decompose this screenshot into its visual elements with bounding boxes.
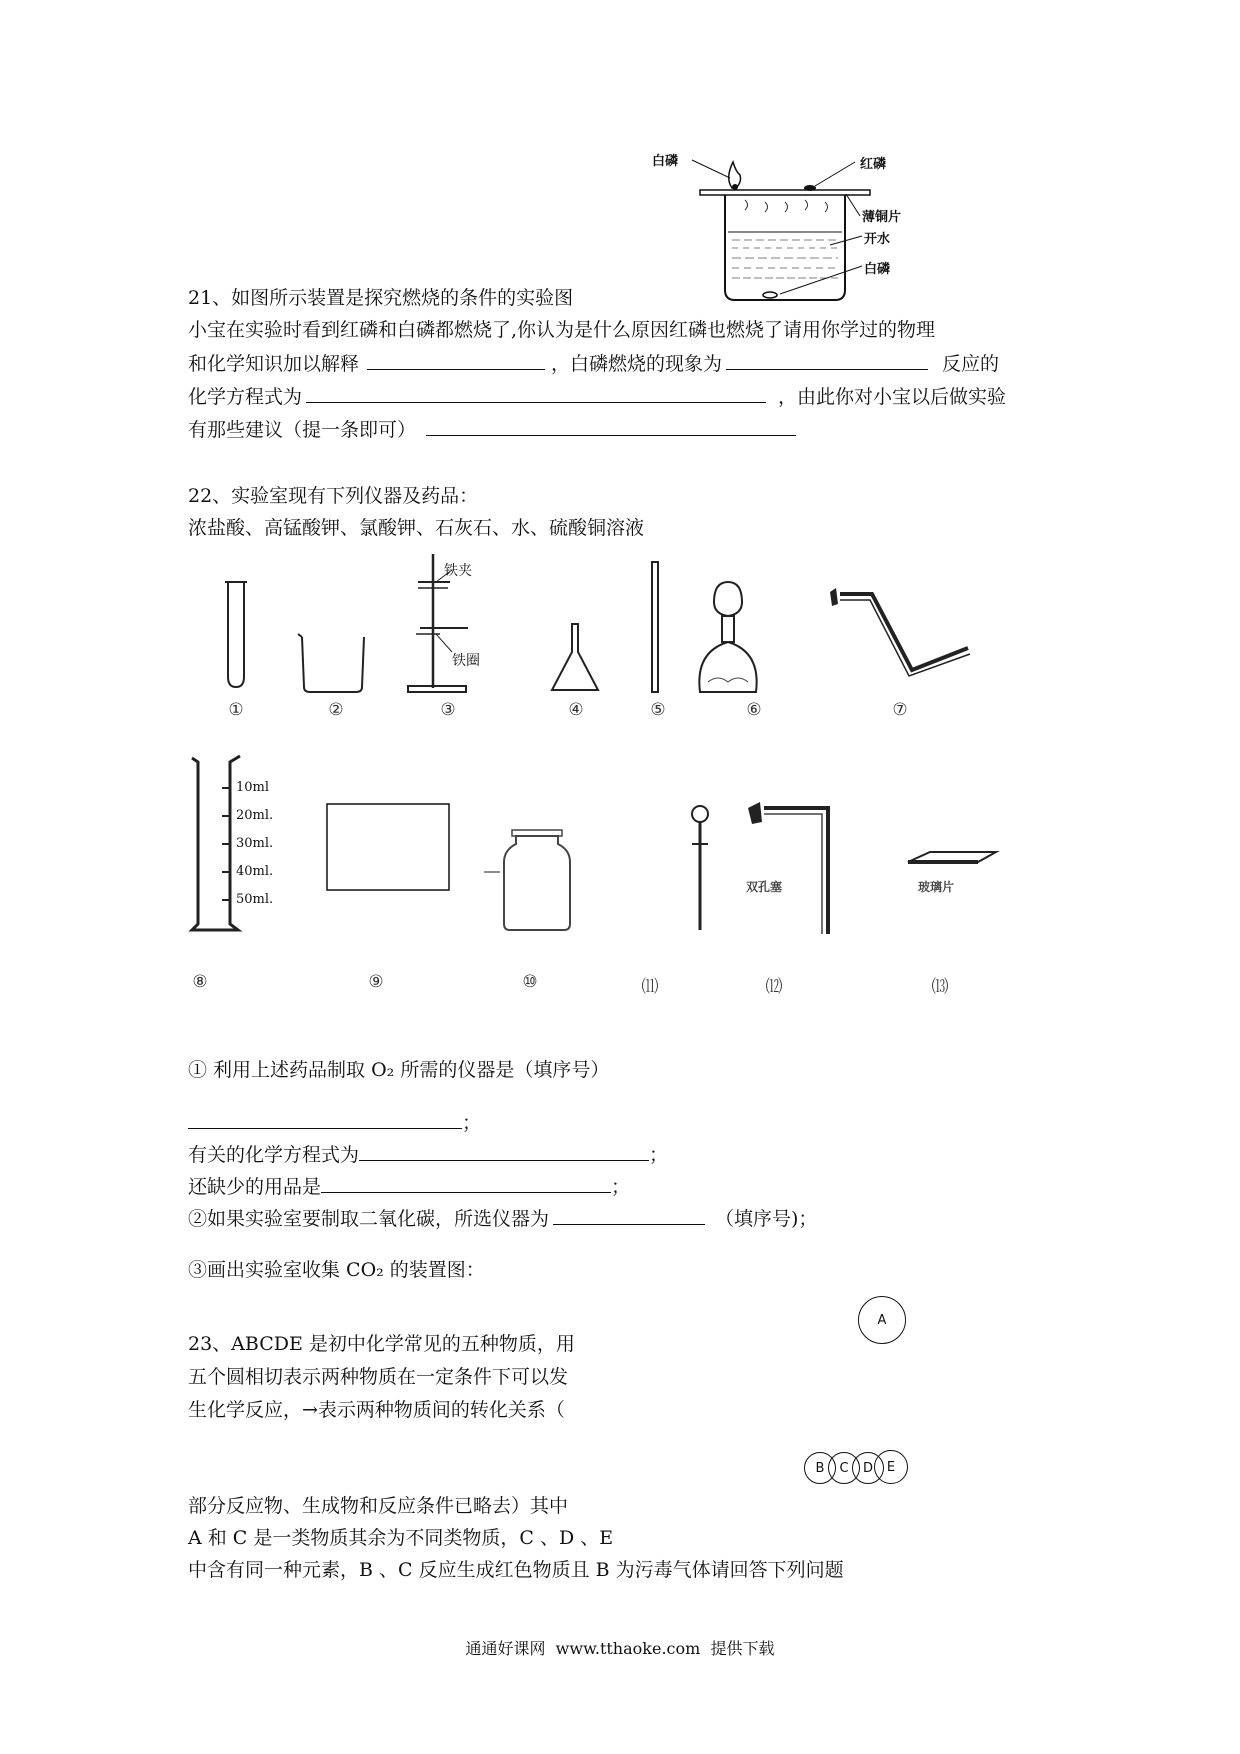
apparatus-number-3: ③ <box>440 700 456 720</box>
answer-blank-o2-equation[interactable] <box>359 1142 649 1161</box>
two-hole-stopper-tube-icon <box>748 802 828 934</box>
apparatus-row-1 <box>190 552 990 702</box>
apparatus-number-6: ⑥ <box>746 700 762 720</box>
cylinder-mark-30: 30ml. <box>236 836 274 851</box>
q21-line4 <box>188 417 796 442</box>
gas-jar-icon <box>484 830 570 930</box>
circle-d: D <box>852 1452 884 1484</box>
q22-sub2-a: ②如果实验室要制取二氧化碳，所选仪器为 <box>188 1208 550 1230</box>
apparatus-row-2 <box>188 752 1008 942</box>
apparatus-number-2: ② <box>328 700 344 720</box>
semicolon-1: ； <box>462 1112 482 1134</box>
q23-line5: A 和 C 是一类物质其余为不同类物质，C 、D 、E <box>188 1527 614 1549</box>
test-tube-icon <box>228 582 244 687</box>
answer-blank-co2-apparatus[interactable] <box>553 1206 705 1225</box>
bent-tube-stopper-icon <box>830 588 970 676</box>
empty-apparatus-box <box>327 804 449 890</box>
semicolon-2: ； <box>649 1144 669 1166</box>
apparatus-number-9: ⑨ <box>368 972 384 992</box>
q21-line3-b: ，由此你对小宝以后做实验 <box>778 386 1007 408</box>
cylinder-mark-50: 50ml. <box>236 892 274 907</box>
label-iron-ring: 铁圈 <box>452 653 480 669</box>
label-two-hole-stopper: 双孔塞 <box>746 880 783 894</box>
cylinder-mark-40: 40ml. <box>236 864 274 879</box>
q21-line2-b: ，白磷燃烧的现象为 <box>551 353 723 375</box>
q21-line3 <box>188 384 1006 409</box>
glass-plate-icon <box>908 852 996 862</box>
apparatus-number-13: ⒀ <box>931 977 949 997</box>
circle-e: E <box>874 1450 908 1484</box>
label-white-phosphorus-top: 白磷 <box>652 154 679 169</box>
apparatus-number-4: ④ <box>568 700 584 720</box>
answer-blank-explanation[interactable] <box>367 351 545 370</box>
cylinder-mark-10: 10ml <box>236 780 270 795</box>
label-red-phosphorus: 红磷 <box>860 157 887 172</box>
circle-a: A <box>858 1296 906 1344</box>
answer-blank-o2-apparatus[interactable] <box>188 1110 462 1129</box>
q22-reagents: 浓盐酸、高锰酸钾、氯酸钾、石灰石、水、硫酸铜溶液 <box>188 517 645 539</box>
apparatus-number-7: ⑦ <box>892 700 908 720</box>
q21-line3-a: 化学方程式为 <box>188 386 303 408</box>
q22-missing-label: 还缺少的用品是 <box>188 1176 322 1198</box>
q22-eq-label: 有关的化学方程式为 <box>188 1144 360 1166</box>
q22-sub2 <box>188 1206 817 1231</box>
apparatus-number-8: ⑧ <box>192 972 208 992</box>
q22-sub1: ① 利用上述药品制取 O₂ 所需的仪器是（填序号） <box>188 1059 610 1081</box>
q23-line3: 生化学反应，→表示两种物质间的转化关系（ <box>188 1399 565 1421</box>
q23-line4: 部分反应物、生成物和反应条件已略去）其中 <box>188 1495 569 1517</box>
combustion-spoon-icon <box>692 806 708 930</box>
q21-line2-c: 反应的 <box>942 353 1000 375</box>
q21-line4-a: 有那些建议（提一条即可） <box>188 419 417 441</box>
label-copper-plate: 薄铜片 <box>862 210 902 225</box>
cylinder-mark-20: 20ml. <box>236 808 274 823</box>
answer-blank-suggestion[interactable] <box>426 417 796 436</box>
q21-line1: 小宝在实验时看到红磷和白磷都燃烧了,你认为是什么原因红磷也燃烧了请用你学过的物理 <box>188 319 936 341</box>
apparatus-number-11: ⑾ <box>641 977 659 997</box>
apparatus-number-1: ① <box>228 700 244 720</box>
page-footer: 通通好课网 www.tthaoke.com 提供下载 <box>465 1639 775 1658</box>
q22-sub3: ③画出实验室收集 CO₂ 的装置图： <box>188 1259 485 1281</box>
q22-sub2-b: （填序号)； <box>715 1208 818 1230</box>
q22-missing-line <box>188 1174 630 1199</box>
beaker-icon <box>302 637 364 692</box>
label-iron-clamp: 铁夹 <box>444 563 472 579</box>
answer-blank-missing-items[interactable] <box>321 1174 611 1193</box>
apparatus-number-10: ⑩ <box>522 972 538 992</box>
q23-line6: 中含有同一种元素，B 、C 反应生成红色物质且 B 为污毒气体请回答下列问题 <box>188 1559 844 1581</box>
answer-blank-equation[interactable] <box>306 384 766 403</box>
label-hot-water: 开水 <box>864 232 891 247</box>
q22-sub1-answer <box>188 1110 481 1135</box>
answer-blank-phenomenon[interactable] <box>726 351 928 370</box>
alcohol-lamp-icon <box>699 582 756 692</box>
label-white-phosphorus-bottom: 白磷 <box>864 262 891 277</box>
graduated-cylinder-icon <box>192 756 240 930</box>
q23-line1: 23、ABCDE 是初中化学常见的五种物质，用 <box>188 1333 575 1355</box>
circle-b: B <box>804 1452 836 1484</box>
q21-title: 21、如图所示装置是探究燃烧的条件的实验图 <box>188 287 574 309</box>
semicolon-3: ； <box>611 1176 631 1198</box>
glass-rod-icon <box>652 562 658 692</box>
q22-eq-line <box>188 1142 668 1167</box>
q21-line2 <box>188 351 999 376</box>
circle-c: C <box>828 1452 860 1484</box>
q22-title: 22、实验室现有下列仪器及药品： <box>188 485 479 507</box>
q21-line2-a: 和化学知识加以解释 <box>188 353 360 375</box>
funnel-icon <box>552 624 598 690</box>
apparatus-number-5: ⑤ <box>650 700 666 720</box>
q23-line2: 五个圆相切表示两种物质在一定条件下可以发 <box>188 1366 569 1388</box>
apparatus-number-12: ⑿ <box>765 977 783 997</box>
label-glass-plate: 玻璃片 <box>918 880 955 894</box>
